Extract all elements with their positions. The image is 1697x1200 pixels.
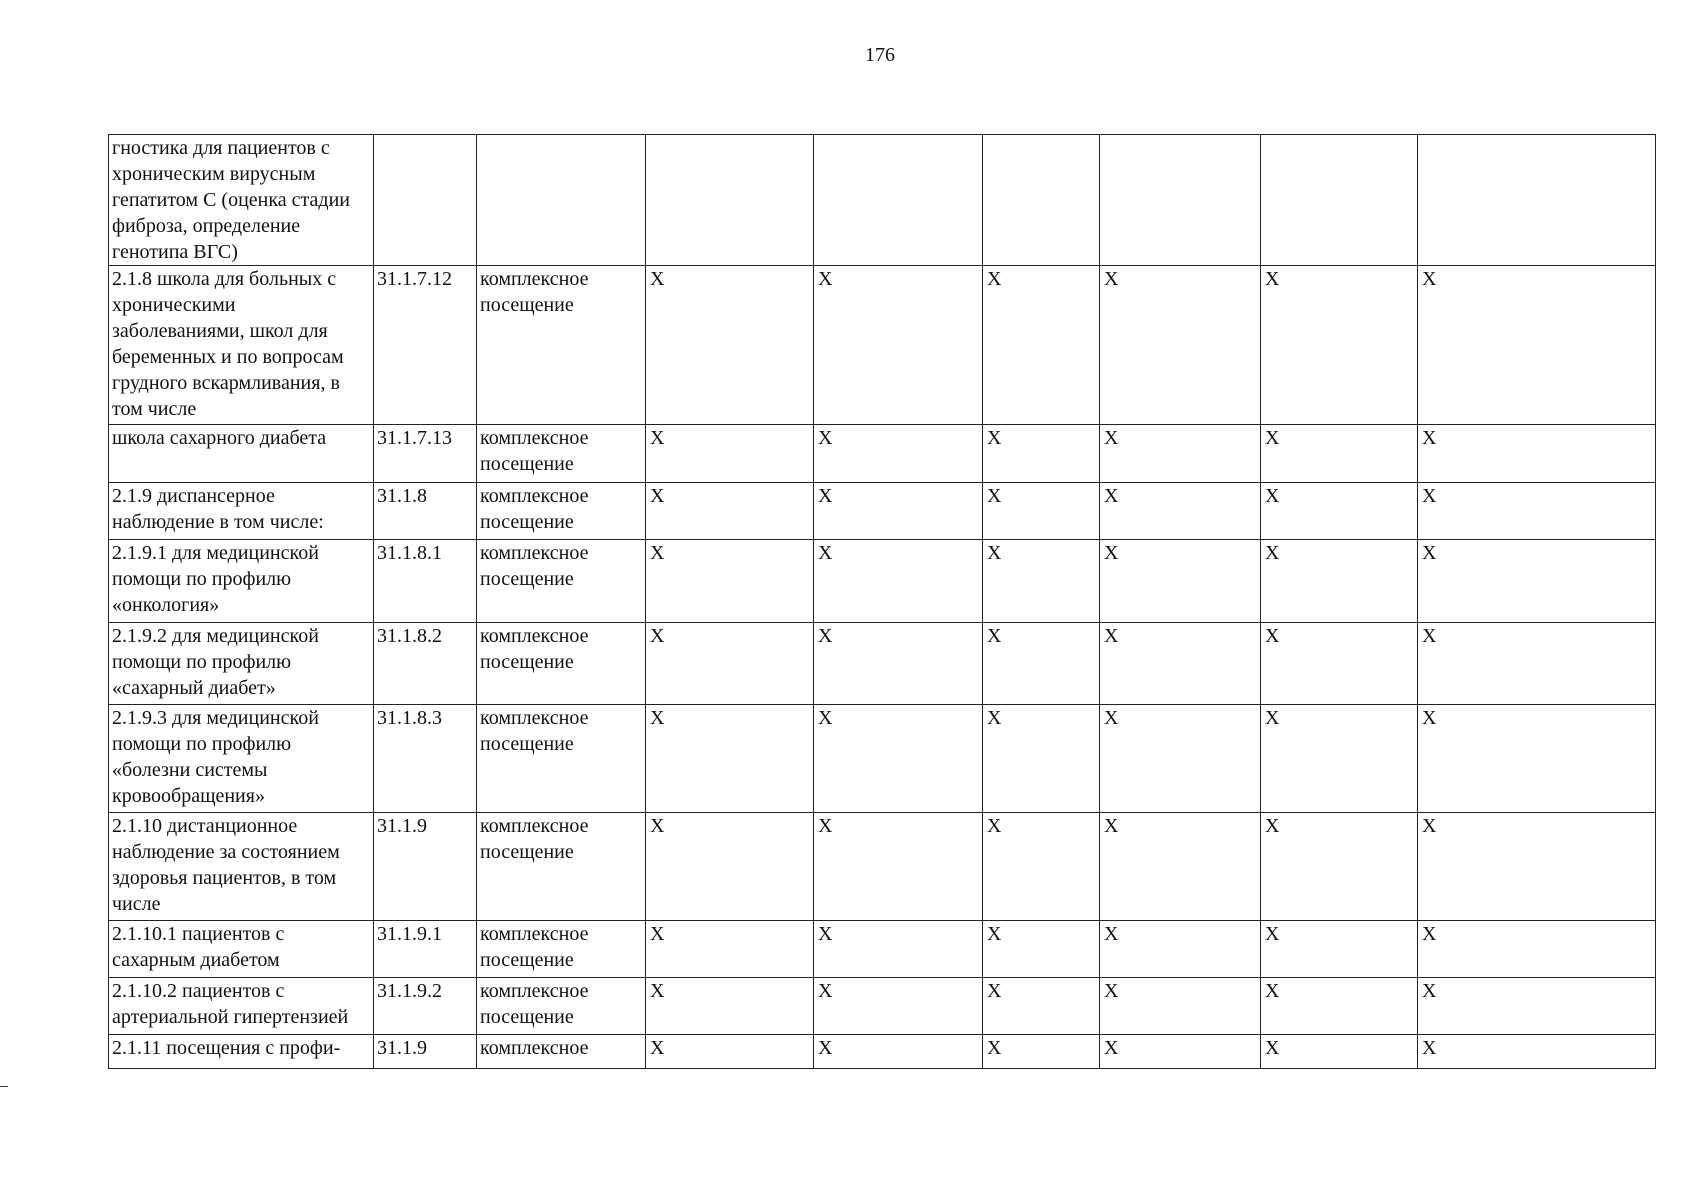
value-cell: X	[646, 1035, 814, 1069]
row-name-cell: 2.1.10.2 пациентов с артериальной гипертензией	[109, 978, 374, 1035]
value-cell: X	[1418, 266, 1656, 425]
value-cell: X	[1418, 813, 1656, 921]
row-unit-cell: комплексное посещение	[477, 921, 646, 978]
value-cell: X	[646, 483, 814, 540]
value-cell: X	[1261, 921, 1418, 978]
value-cell: X	[1261, 978, 1418, 1035]
value-cell: X	[1100, 483, 1261, 540]
table-row	[109, 425, 1656, 483]
row-name-cell: 2.1.9.3 для медицинской помощи по профилю «болезни системы кровообращения»	[109, 705, 374, 813]
row-code-cell: 31.1.9.2	[374, 978, 477, 1035]
value-cell: X	[1100, 623, 1261, 705]
row-unit-cell: комплексное посещение	[477, 623, 646, 705]
row-unit-cell: комплексное посещение	[477, 813, 646, 921]
value-cell: X	[983, 813, 1100, 921]
table-row	[109, 705, 1656, 813]
value-cell: X	[983, 266, 1100, 425]
value-cell: X	[646, 540, 814, 623]
row-code-cell: 31.1.8	[374, 483, 477, 540]
value-cell: X	[983, 540, 1100, 623]
row-name-cell: школа сахарного диабета	[109, 425, 374, 483]
value-cell: X	[983, 483, 1100, 540]
row-code-cell: 31.1.9.1	[374, 921, 477, 978]
value-cell	[814, 135, 983, 266]
value-cell: X	[646, 921, 814, 978]
value-cell: X	[646, 978, 814, 1035]
row-code-cell: 31.1.8.1	[374, 540, 477, 623]
value-cell: X	[1261, 813, 1418, 921]
value-cell	[983, 135, 1100, 266]
value-cell: X	[646, 266, 814, 425]
value-cell: X	[1418, 921, 1656, 978]
value-cell: X	[983, 921, 1100, 978]
value-cell: X	[814, 623, 983, 705]
table-row	[109, 266, 1656, 425]
row-code-cell: 31.1.8.2	[374, 623, 477, 705]
table-row	[109, 135, 1656, 266]
value-cell: X	[814, 540, 983, 623]
value-cell: X	[1100, 266, 1261, 425]
value-cell: X	[1418, 978, 1656, 1035]
value-cell: X	[1418, 705, 1656, 813]
value-cell: X	[1100, 1035, 1261, 1069]
value-cell: X	[1100, 425, 1261, 483]
row-name-cell: 2.1.8 школа для больных с хроническими заболеваниями, школ для беременных и по вопросам грудного вскармливания, в том числе	[109, 266, 374, 425]
value-cell: X	[1261, 623, 1418, 705]
row-unit-cell: комплексное посещение	[477, 266, 646, 425]
value-cell	[1418, 135, 1656, 266]
value-cell: X	[1100, 978, 1261, 1035]
table-row	[109, 540, 1656, 623]
row-code-cell: 31.1.9	[374, 813, 477, 921]
row-code-cell: 31.1.7.12	[374, 266, 477, 425]
value-cell: X	[1261, 540, 1418, 623]
value-cell: X	[983, 425, 1100, 483]
value-cell: X	[1100, 705, 1261, 813]
table-row	[109, 1035, 1656, 1069]
value-cell: X	[1261, 1035, 1418, 1069]
row-name-cell: 2.1.9.2 для медицинской помощи по профилю «сахарный диабет»	[109, 623, 374, 705]
value-cell: X	[814, 813, 983, 921]
page-number: 176	[865, 44, 895, 66]
value-cell: X	[814, 483, 983, 540]
value-cell	[1100, 135, 1261, 266]
value-cell: X	[983, 978, 1100, 1035]
row-name-cell: 2.1.10 дистанционное наблюдение за состоянием здоровья пациентов, в том числе	[109, 813, 374, 921]
row-name-cell: 2.1.9 диспансерное наблюдение в том числе:	[109, 483, 374, 540]
row-unit-cell: комплексное посещение	[477, 540, 646, 623]
row-code-cell: 31.1.9	[374, 1035, 477, 1069]
value-cell: X	[646, 623, 814, 705]
row-code-cell	[374, 135, 477, 266]
value-cell: X	[1261, 266, 1418, 425]
row-code-cell: 31.1.7.13	[374, 425, 477, 483]
value-cell: X	[1418, 540, 1656, 623]
value-cell: X	[814, 266, 983, 425]
row-code-cell: 31.1.8.3	[374, 705, 477, 813]
value-cell: X	[983, 705, 1100, 813]
value-cell: X	[814, 705, 983, 813]
value-cell: X	[1261, 705, 1418, 813]
value-cell	[1261, 135, 1418, 266]
value-cell: X	[646, 425, 814, 483]
value-cell: X	[814, 921, 983, 978]
data-table	[108, 134, 1656, 1069]
value-cell: X	[646, 813, 814, 921]
row-name-cell: гностика для пациентов с хроническим вирусным гепатитом С (оценка стадии фиброза, определение генотипа ВГС)	[109, 135, 374, 266]
table-row	[109, 623, 1656, 705]
table-row	[109, 978, 1656, 1035]
value-cell: X	[1418, 483, 1656, 540]
row-unit-cell: комплексное посещение	[477, 483, 646, 540]
value-cell: X	[814, 425, 983, 483]
row-unit-cell: комплексное	[477, 1035, 646, 1069]
row-name-cell: 2.1.9.1 для медицинской помощи по профилю «онкология»	[109, 540, 374, 623]
value-cell: X	[1100, 921, 1261, 978]
value-cell: X	[814, 1035, 983, 1069]
value-cell: X	[1100, 540, 1261, 623]
value-cell: X	[1418, 623, 1656, 705]
margin-mark	[0, 1086, 8, 1087]
row-name-cell: 2.1.11 посещения с профи-	[109, 1035, 374, 1069]
row-name-cell: 2.1.10.1 пациентов с сахарным диабетом	[109, 921, 374, 978]
row-unit-cell: комплексное посещение	[477, 978, 646, 1035]
table-row	[109, 483, 1656, 540]
row-unit-cell: комплексное посещение	[477, 425, 646, 483]
value-cell: X	[646, 705, 814, 813]
value-cell: X	[1261, 483, 1418, 540]
value-cell	[646, 135, 814, 266]
row-unit-cell	[477, 135, 646, 266]
value-cell: X	[1418, 425, 1656, 483]
value-cell: X	[983, 623, 1100, 705]
value-cell: X	[814, 978, 983, 1035]
value-cell: X	[983, 1035, 1100, 1069]
table-row	[109, 921, 1656, 978]
table-row	[109, 813, 1656, 921]
value-cell: X	[1418, 1035, 1656, 1069]
value-cell: X	[1100, 813, 1261, 921]
value-cell: X	[1261, 425, 1418, 483]
row-unit-cell: комплексное посещение	[477, 705, 646, 813]
